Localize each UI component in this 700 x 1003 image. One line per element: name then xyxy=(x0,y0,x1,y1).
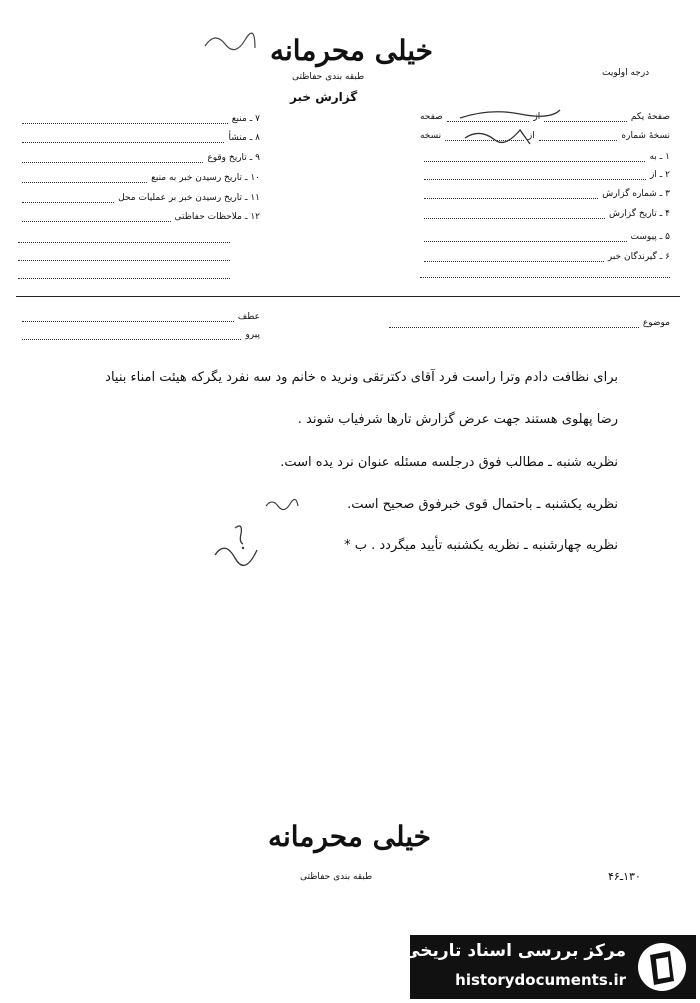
field-from-label: ۲ ـ از xyxy=(649,170,670,180)
archive-url: historydocuments.ir xyxy=(455,971,626,989)
classification-caption-top: طبقه بندی حفاظتی xyxy=(292,72,365,82)
handwritten-signature-mark xyxy=(205,520,275,570)
field-origin-label: ۸ ـ منشأ xyxy=(228,133,260,143)
dotted-line xyxy=(18,277,230,279)
field-occurrence-date-label: ۹ ـ تاریخ وقوع xyxy=(207,153,260,163)
page-of: از xyxy=(533,112,541,122)
classification-caption-bottom: طبقه بندی حفاظتی xyxy=(300,872,373,882)
field-security-notes-label: ۱۲ ـ ملاحظات حفاظتی xyxy=(174,212,260,222)
field-recipients-label: ۶ ـ گیرندگان خبر xyxy=(607,252,670,262)
page-unit: صفحه xyxy=(419,112,443,122)
field-occurrence-date xyxy=(18,153,260,163)
peyro-label: پیرو xyxy=(245,330,260,340)
field-security-notes xyxy=(18,212,260,222)
archive-watermark xyxy=(403,935,696,999)
classification-stamp-top: خیلی محرمانه xyxy=(270,34,433,67)
field-source-received-date-label: ۱۰ ـ تاریخ رسیدن خبر به منبع xyxy=(151,173,260,183)
body-line-1: برای نظافت دادم وترا راست فرد آقای دکترتقی ونرید ه خانم ود سه نفرد یگرکه هیئت امناء بنیاد xyxy=(105,370,618,385)
field-ops-received-date xyxy=(18,193,260,203)
body-line-3: نظریه شنبه ـ مطالب فوق درجلسه مسئله عنوان نرد یده است. xyxy=(280,455,618,470)
archive-name: مرکز بررسی اسناد تاریخی xyxy=(403,941,626,961)
body-line-2: رضا پهلوی هستند جهت عرض گزارش تارها شرفیاب شوند . xyxy=(297,412,618,427)
field-from xyxy=(420,170,670,180)
handwritten-page-mark xyxy=(450,100,570,160)
field-source-received-date xyxy=(18,173,260,183)
field-source-label: ۷ ـ منبع xyxy=(231,114,260,124)
peyro-row xyxy=(18,330,260,340)
subject-label: موضوع xyxy=(642,318,670,328)
subject-row xyxy=(385,318,670,328)
archive-logo-icon xyxy=(636,941,688,993)
report-title: گزارش خبر xyxy=(290,90,358,104)
dotted-line xyxy=(18,241,230,243)
field-report-date-label: ۴ ـ تاریخ گزارش xyxy=(608,209,670,219)
field-report-date xyxy=(420,209,670,219)
body-line-5: نظریه چهارشنبه ـ نظریه یکشنبه تأیید میگردد . ب * xyxy=(344,538,618,553)
body-line-4: نظریه یکشنبه ـ باحتمال قوی خبرفوق صحیح است. xyxy=(347,497,618,512)
priority-label: درجه اولویت xyxy=(602,68,650,78)
field-attachment-label: ۵ ـ پیوست xyxy=(630,232,670,242)
page-label: صفحهٔ یکم xyxy=(630,112,670,122)
copy-of: از xyxy=(527,131,535,141)
field-origin xyxy=(18,133,260,143)
header-divider xyxy=(16,296,680,297)
field-recipients xyxy=(420,252,670,262)
field-source xyxy=(18,114,260,124)
field-report-number xyxy=(420,189,670,199)
form-number: ۱۳۰ـ۴۶ xyxy=(608,870,641,883)
field-attachment xyxy=(420,232,670,242)
copy-unit: نسخه xyxy=(419,131,442,141)
field-report-number-label: ۳ ـ شماره گزارش xyxy=(602,189,670,199)
atf-row xyxy=(18,312,260,322)
handwritten-mark-top xyxy=(200,26,260,56)
field-ops-received-date-label: ۱۱ ـ تاریخ رسیدن خبر بر عملیات محل xyxy=(118,193,260,203)
dotted-line xyxy=(420,276,670,278)
classification-stamp-bottom: خیلی محرمانه xyxy=(268,820,431,853)
atf-label: عطف xyxy=(237,312,260,322)
copy-label: نسخهٔ شماره xyxy=(621,131,670,141)
dotted-line xyxy=(18,259,230,261)
handwritten-note-mark xyxy=(262,494,302,514)
field-to-label: ۱ ـ به xyxy=(649,152,670,162)
